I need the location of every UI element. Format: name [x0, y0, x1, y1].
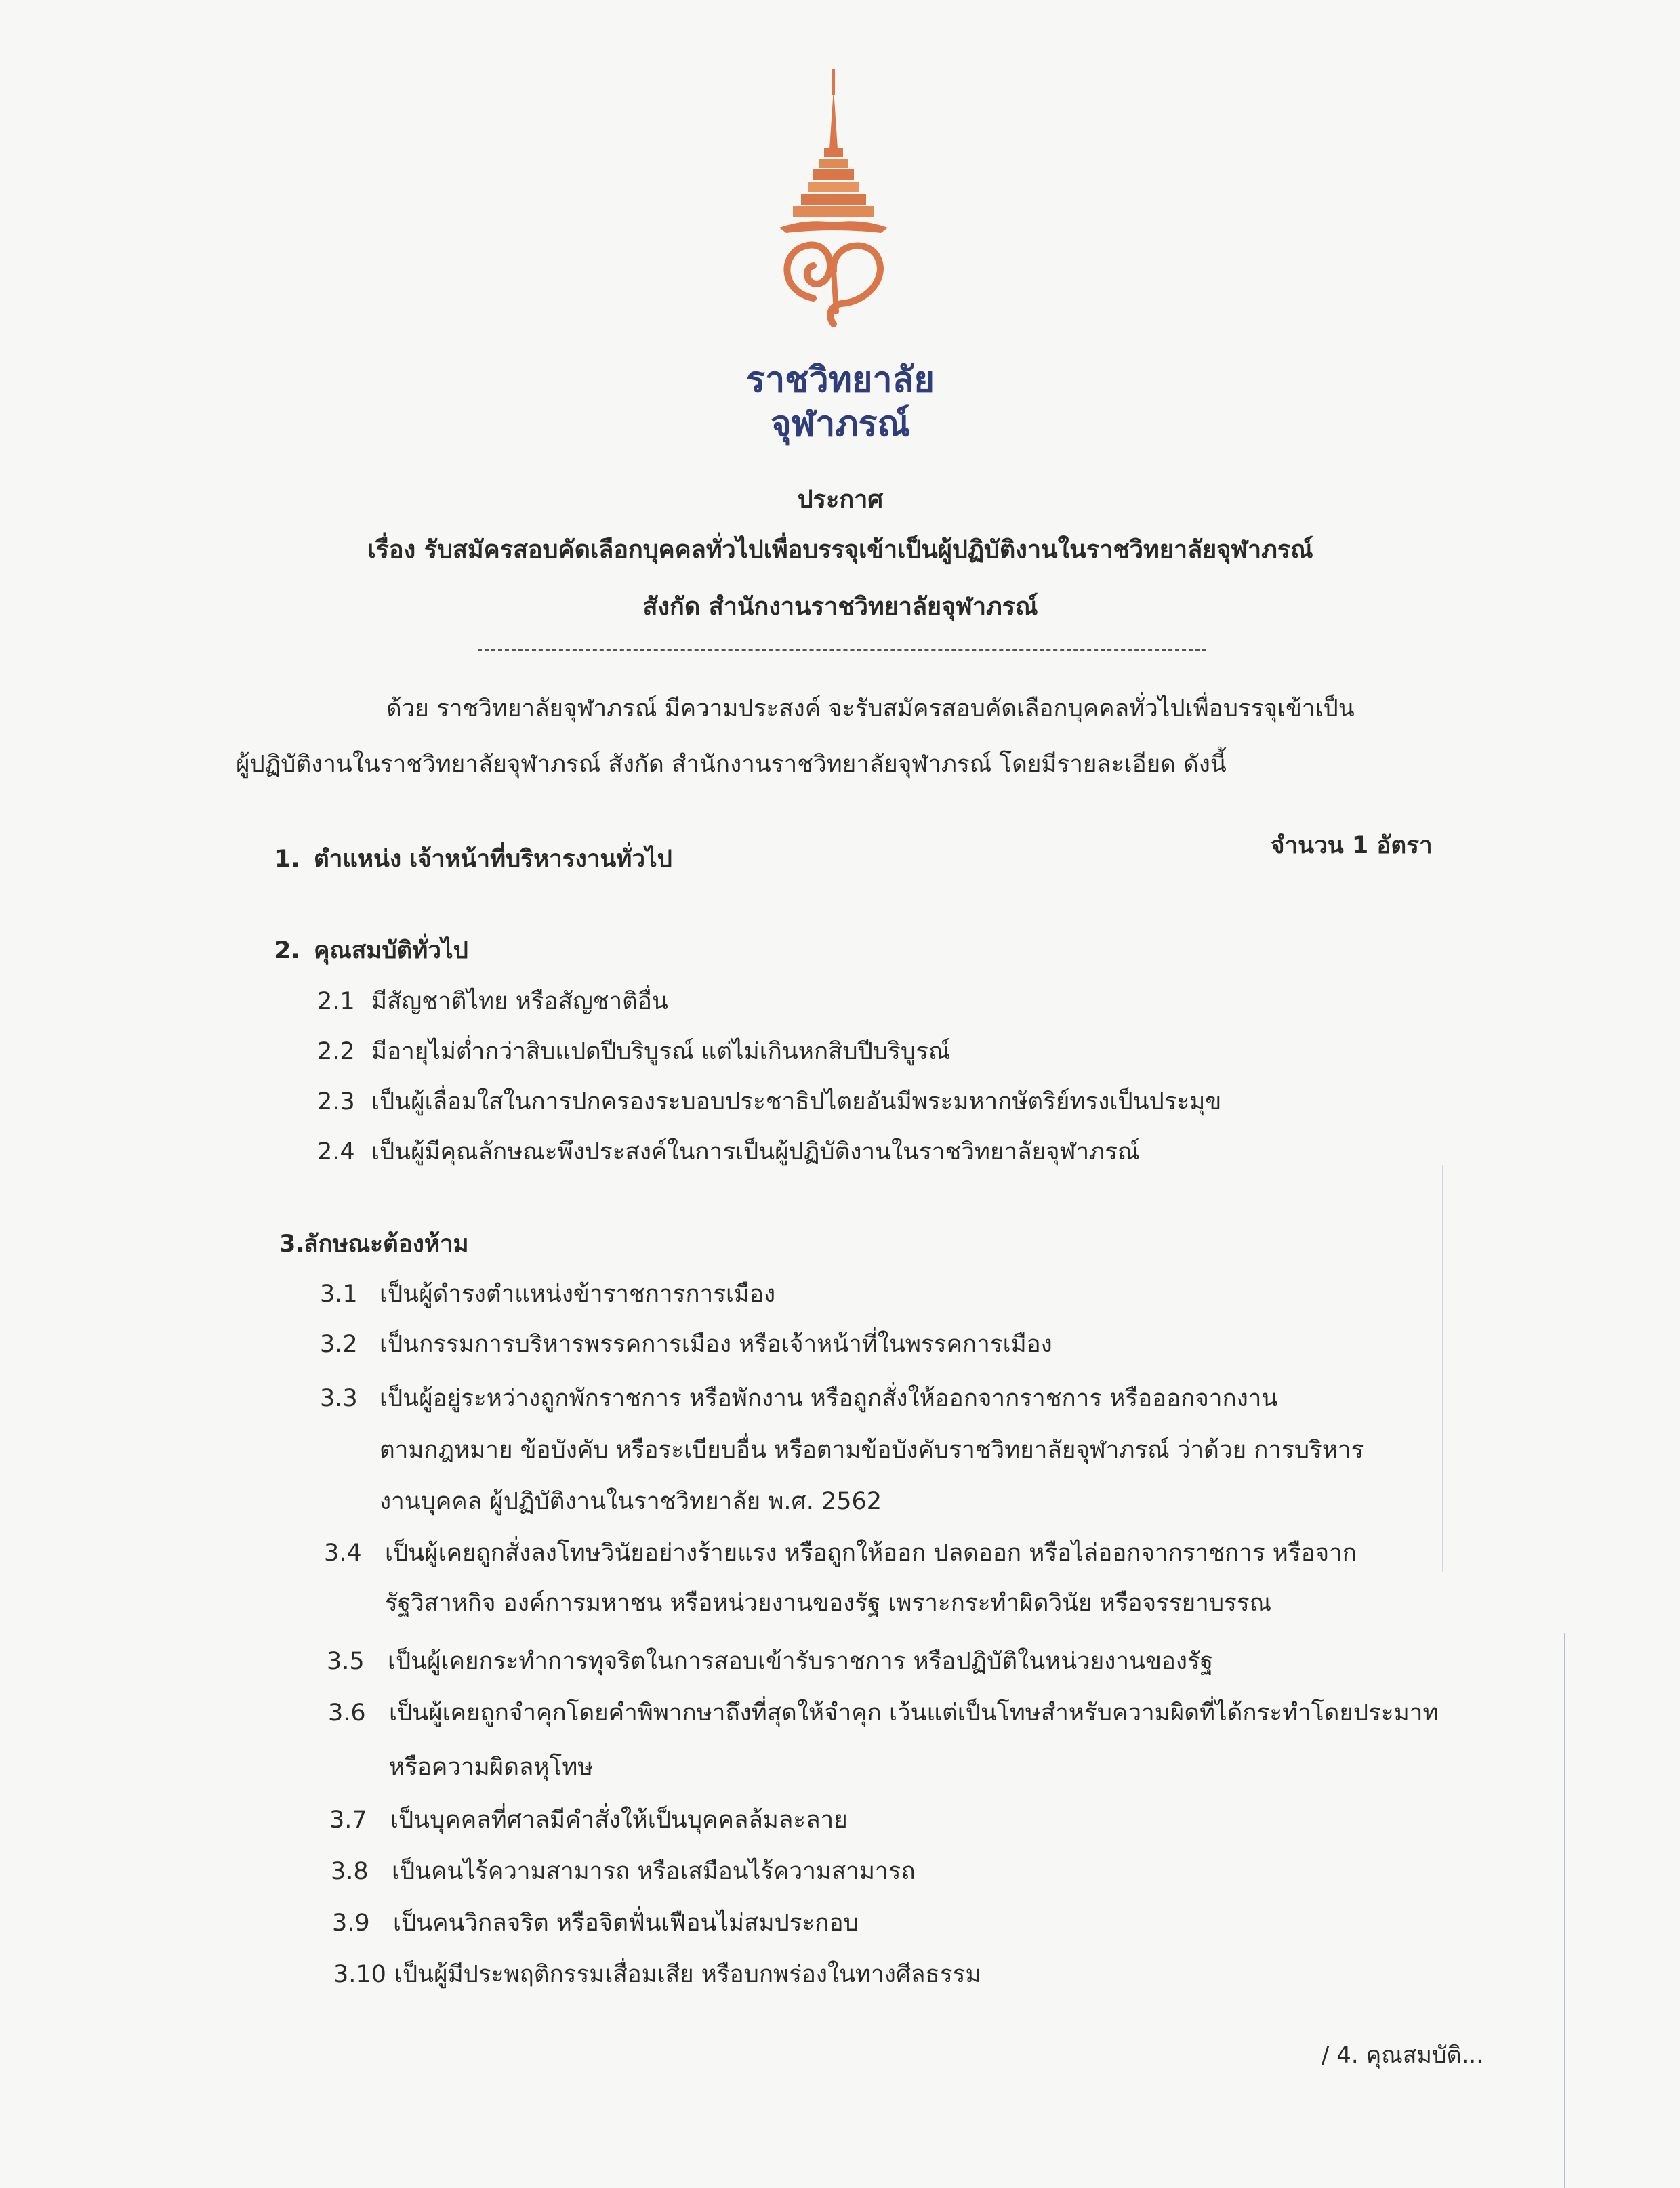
- institution-name-line2: จุฬาภรณ์: [771, 404, 910, 445]
- item-continuation: งานบุคคล ผู้ปฏิบัติงานในราชวิทยาลัย พ.ศ. 2562: [380, 1488, 882, 1515]
- item-number: 2.3: [317, 1088, 355, 1115]
- item-text: เป็นผู้เคยถูกสั่งลงโทษวินัยอย่างร้ายแรง หรือถูกให้ออก ปลดออก หรือไล่ออกจากราชการ หรือจาก: [385, 1540, 1357, 1567]
- list-item: [320, 1325, 1052, 1363]
- item-text: เป็นผู้อยู่ระหว่างถูกพักราชการ หรือพักงาน หรือถูกสั่งให้ออกจากราชการ หรือออกจากงาน: [380, 1385, 1278, 1412]
- item-number: 3.2: [320, 1331, 358, 1358]
- item-text: เป็นผู้ดำรงตำแหน่งข้าราชการการเมือง: [380, 1281, 776, 1308]
- item-text: เป็นผู้มีประพฤติกรรมเสื่อมเสีย หรือบกพร่องในทางศีลธรรม: [394, 1961, 981, 1988]
- section1-heading: [274, 840, 672, 878]
- list-item: [327, 1643, 1213, 1680]
- section1-quota: จำนวน 1 อัตรา: [1271, 832, 1433, 859]
- list-item: [317, 983, 668, 1020]
- section2-title: คุณสมบัติทั่วไป: [314, 937, 468, 964]
- list-item: [320, 1380, 1277, 1417]
- list-item: [328, 1694, 1439, 1731]
- intro-line1: ด้วย ราชวิทยาลัยจุฬาภรณ์ มีความประสงค์ จะรับสมัครสอบคัดเลือกบุคคลทั่วไปเพื่อบรรจุเข้าเป็น: [386, 695, 1355, 722]
- list-item: [331, 1853, 916, 1890]
- list-item: [329, 1801, 848, 1838]
- item-number: 3.9: [332, 1910, 370, 1937]
- doc-subject: เรื่อง รับสมัครสอบคัดเลือกบุคคลทั่วไปเพื่อบรรจุเข้าเป็นผู้ปฏิบัติงานในราชวิทยาลัยจุฬาภรณ์: [367, 536, 1313, 564]
- item-text: มีอายุไม่ต่ำกว่าสิบแปดปีบริบูรณ์ แต่ไม่เกินหกสิบปีบริบูรณ์: [371, 1038, 951, 1065]
- item-continuation: รัฐวิสาหกิจ องค์การมหาชน หรือหน่วยงานของรัฐ เพราะกระทำผิดวินัย หรือจรรยาบรรณ: [385, 1590, 1272, 1617]
- item-number: 3.1: [320, 1281, 358, 1308]
- item-text: เป็นผู้เลื่อมใสในการปกครองระบอบประชาธิปไตยอันมีพระมหากษัตริย์ทรงเป็นประมุข: [371, 1088, 1222, 1115]
- list-item: [317, 1083, 1221, 1120]
- list-item: [320, 1275, 775, 1313]
- item-text: เป็นคนวิกลจริต หรือจิตฟั่นเฟือนไม่สมประกอบ: [393, 1910, 859, 1937]
- item-text: เป็นคนไร้ความสามารถ หรือเสมือนไร้ความสามารถ: [392, 1858, 916, 1885]
- item-number: 3.3: [320, 1385, 358, 1412]
- section1-label: ตำแหน่ง เจ้าหน้าที่บริหารงานทั่วไป: [314, 846, 672, 873]
- item-text: เป็นบุคคลที่ศาลมีคำสั่งให้เป็นบุคคลล้มละลาย: [390, 1807, 848, 1834]
- item-number: 3.8: [331, 1858, 369, 1885]
- item-text: เป็นผู้เคยกระทำการทุจริตในการสอบเข้ารับราชการ หรือปฏิบัติในหน่วยงานของรัฐ: [388, 1648, 1214, 1675]
- institution-name-line1: ราชวิทยาลัย: [746, 360, 935, 400]
- item-number: 2.4: [317, 1138, 355, 1165]
- scan-margin-line: [1564, 1633, 1565, 2188]
- item-number: 3.4: [324, 1540, 362, 1567]
- item-text: เป็นผู้มีคุณลักษณะพึงประสงค์ในการเป็นผู้ปฏิบัติงานในราชวิทยาลัยจุฬาภรณ์: [371, 1138, 1140, 1165]
- item-number: 3.7: [329, 1807, 367, 1834]
- crest-logo: [766, 68, 901, 339]
- item-continuation: หรือความผิดลหุโทษ: [389, 1754, 594, 1781]
- list-item: [332, 1904, 859, 1941]
- list-item: [324, 1534, 1357, 1571]
- item-text: เป็นกรรมการบริหารพรรคการเมือง หรือเจ้าหน้าที่ในพรรคการเมือง: [380, 1331, 1052, 1358]
- item-number: 2.2: [317, 1038, 355, 1065]
- item-text: มีสัญชาติไทย หรือสัญชาติอื่น: [371, 988, 668, 1015]
- section3-number: 3.: [279, 1231, 305, 1258]
- section2-heading: [274, 932, 468, 969]
- section1-number: 1.: [274, 846, 300, 873]
- list-item: [317, 1033, 950, 1070]
- section3-title: ลักษณะต้องห้าม: [304, 1231, 469, 1258]
- page-continuation: / 4. คุณสมบัติ...: [1321, 2042, 1483, 2069]
- scan-margin-line: [1442, 1165, 1443, 1572]
- item-number: 3.5: [327, 1648, 365, 1675]
- intro-line2: ผู้ปฏิบัติงานในราชวิทยาลัยจุฬาภรณ์ สังกัด สำนักงานราชวิทยาลัยจุฬาภรณ์ โดยมีรายละเอียด ดังนี้: [236, 751, 1227, 778]
- doc-type: ประกาศ: [797, 486, 884, 514]
- section3-heading: [279, 1225, 469, 1262]
- item-continuation: ตามกฎหมาย ข้อบังคับ หรือระเบียบอื่น หรือตามข้อบังคับราชวิทยาลัยจุฬาภรณ์ ว่าด้วย การบริหาร: [380, 1437, 1364, 1464]
- header-divider: [478, 649, 1206, 651]
- item-text: เป็นผู้เคยถูกจำคุกโดยคำพิพากษาถึงที่สุดให้จำคุก เว้นแต่เป็นโทษสำหรับความผิดที่ได้กระทำโดยประมาท: [389, 1699, 1439, 1727]
- item-number: 2.1: [317, 988, 355, 1015]
- item-number: 3.6: [328, 1699, 366, 1727]
- item-number: 3.10: [333, 1961, 386, 1988]
- doc-affiliation: สังกัด สำนักงานราชวิทยาลัยจุฬาภรณ์: [642, 593, 1038, 621]
- list-item: [333, 1956, 981, 1993]
- list-item: [317, 1133, 1139, 1170]
- section2-number: 2.: [274, 937, 300, 964]
